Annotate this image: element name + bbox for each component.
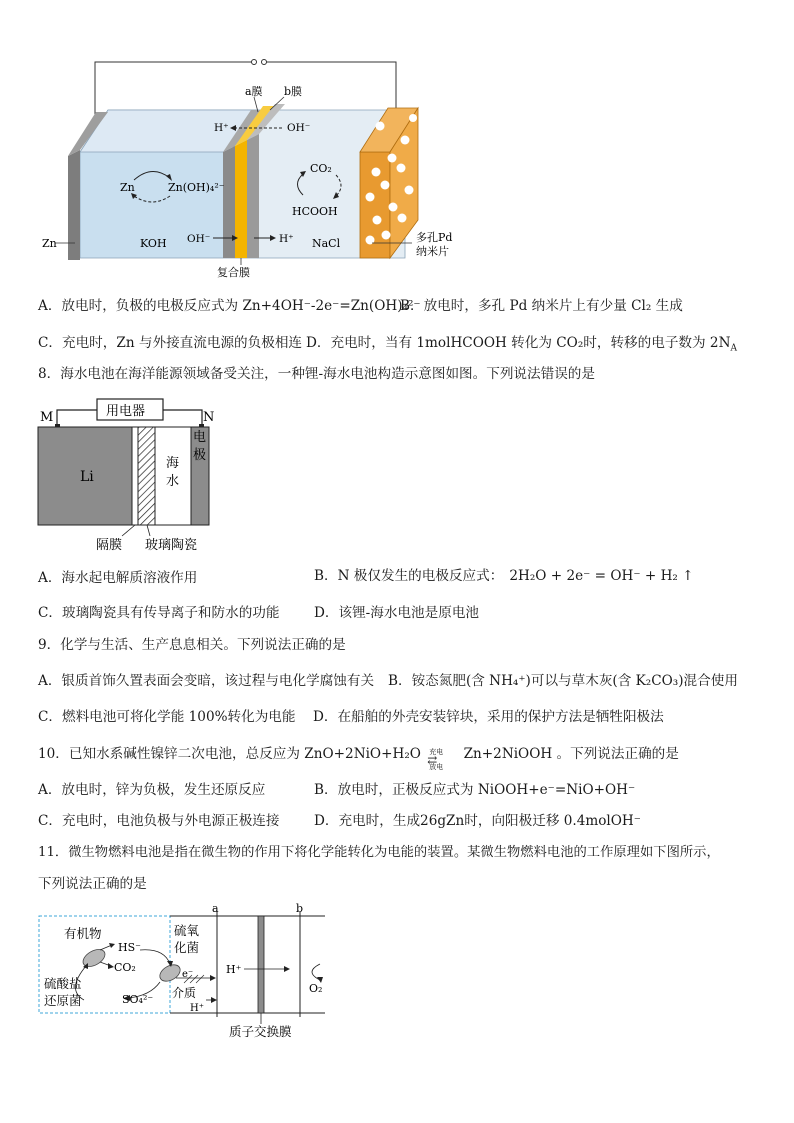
q9-stem: 9．化学与生活、生产息息相关。下列说法正确的是 bbox=[38, 637, 346, 653]
label-co2: CO₂ bbox=[310, 162, 332, 175]
label-organic-matter: 有机物 bbox=[64, 926, 102, 941]
q10-stem: 10．已知水系碱性镍锌二次电池，总反应为 ZnO+2NiO+H₂O 充电 ⇄ 放电 Zn+2NiOOH 。下列说法正确的是 bbox=[38, 746, 679, 771]
label-srb-2: 还原菌 bbox=[44, 993, 82, 1008]
label-b-membrane: b膜 bbox=[284, 85, 303, 98]
q10-option-d: D．充电时，生成26gZn时，向阳极迁移 0.4molOH⁻ bbox=[314, 813, 641, 829]
label-koh: KOH bbox=[140, 237, 167, 250]
q8-option-a: A．海水起电解质溶液作用 bbox=[38, 570, 198, 586]
q8-option-b: B．N 极仅发生的电极反应式： 2H₂O + 2e⁻ = OH⁻ + H₂ ↑ bbox=[314, 568, 694, 584]
label-zn-cycle: Zn bbox=[120, 181, 135, 194]
label-seawater-1: 海 bbox=[166, 456, 180, 471]
label-nacl: NaCl bbox=[312, 237, 341, 250]
label-medium: 介质 bbox=[172, 986, 197, 1000]
label-hcooh: HCOOH bbox=[292, 205, 338, 218]
label-separator: 隔膜 bbox=[96, 538, 123, 553]
label-zn: Zn bbox=[42, 237, 57, 250]
label-pd-2: 纳米片 bbox=[416, 245, 449, 258]
q8-stem: 8．海水电池在海洋能源领域备受关注，一种锂-海水电池构造示意图如图。下列说法错误的是 bbox=[38, 366, 595, 382]
label-oh-bottom: OH⁻ bbox=[187, 233, 211, 245]
q7-option-a: A．放电时，负极的电极反应式为 Zn+4OH⁻-2e⁻=Zn(OH)₄²⁻ bbox=[38, 298, 421, 314]
label-zinc-hydroxide: Zn(OH)₄²⁻ bbox=[168, 181, 225, 194]
label-device: 用电器 bbox=[106, 404, 146, 419]
label-h-bottom: H⁺ bbox=[279, 233, 294, 245]
label-sox-1: 硫氧 bbox=[174, 923, 200, 938]
q10-option-a: A．放电时，锌为负极，发生还原反应 bbox=[38, 782, 266, 798]
label-hs: HS⁻ bbox=[118, 941, 141, 954]
q7-option-c: C．充电时，Zn 与外接直流电源的负极相连 bbox=[38, 335, 303, 351]
label-o2: O₂ bbox=[309, 982, 323, 995]
label-sox-2: 化菌 bbox=[174, 940, 200, 955]
q10-option-b: B．放电时，正极反应式为 NiOOH+e⁻=NiO+OH⁻ bbox=[314, 782, 636, 798]
label-n: N bbox=[203, 410, 215, 425]
label-so4: SO₄²⁻ bbox=[122, 993, 154, 1006]
label-glass-ceramic: 玻璃陶瓷 bbox=[145, 538, 198, 553]
label-pd-1: 多孔Pd bbox=[416, 231, 453, 244]
label-electrode-1: 电 bbox=[193, 430, 207, 445]
label-co2: CO₂ bbox=[114, 961, 136, 974]
q9-option-c: C．燃料电池可将化学能 100%转化为电能 bbox=[38, 709, 296, 725]
q9-option-d: D．在船舶的外壳安装锌块，采用的保护方法是牺牲阳极法 bbox=[313, 709, 664, 725]
label-b-electrode: b bbox=[296, 902, 304, 915]
label-a-electrode: a bbox=[212, 902, 219, 915]
q11-stem-line2: 下列说法正确的是 bbox=[38, 876, 147, 892]
glass-ceramic bbox=[138, 427, 155, 525]
label-h-plus-top: H⁺ bbox=[214, 122, 229, 134]
q9-option-b: B．铵态氮肥(含 NH₄⁺)可以与草木灰(含 K₂CO₃)混合使用 bbox=[388, 673, 738, 689]
q9-option-a: A．银质首饰久置表面会变暗，该过程与电化学腐蚀有关 bbox=[38, 673, 375, 689]
label-electrode-2: 极 bbox=[193, 448, 207, 463]
label-a-membrane: a膜 bbox=[245, 85, 263, 98]
reversible-arrow: 充电 ⇄ 放电 bbox=[427, 748, 444, 771]
label-oh-top: OH⁻ bbox=[287, 122, 311, 134]
label-h-small: H⁺ bbox=[190, 1003, 204, 1014]
label-seawater-2: 水 bbox=[166, 474, 180, 489]
q8-option-c: C．玻璃陶瓷具有传导离子和防水的功能 bbox=[38, 605, 280, 621]
q7-option-d: D．充电时，当有 1molHCOOH 转化为 CO₂时，转移的电子数为 $2N_A$ bbox=[306, 335, 737, 354]
separator bbox=[132, 427, 138, 525]
label-electron: e⁻ bbox=[182, 969, 194, 980]
q7-option-b: B．放电时，多孔 Pd 纳米片上有少量 Cl₂ 生成 bbox=[400, 298, 683, 314]
label-pem: 质子交换膜 bbox=[229, 1024, 292, 1039]
figure-microbial-fuel-cell bbox=[39, 902, 325, 1039]
label-h-center: H⁺ bbox=[226, 963, 242, 976]
label-srb-1: 硫酸盐 bbox=[44, 976, 82, 991]
q10-option-c: C．充电时，电池负极与外电源正极连接 bbox=[38, 813, 280, 829]
label-li: Li bbox=[80, 469, 94, 485]
label-composite-membrane: 复合膜 bbox=[217, 266, 250, 279]
q8-option-d: D．该锂-海水电池是原电池 bbox=[314, 605, 480, 621]
proton-exchange-membrane bbox=[258, 916, 264, 1013]
q11-stem-line1: 11．微生物燃料电池是指在微生物的作用下将化学能转化为电能的装置。某微生物燃料电池的工作原理如下图所示， bbox=[38, 845, 720, 860]
label-m: M bbox=[40, 410, 54, 425]
